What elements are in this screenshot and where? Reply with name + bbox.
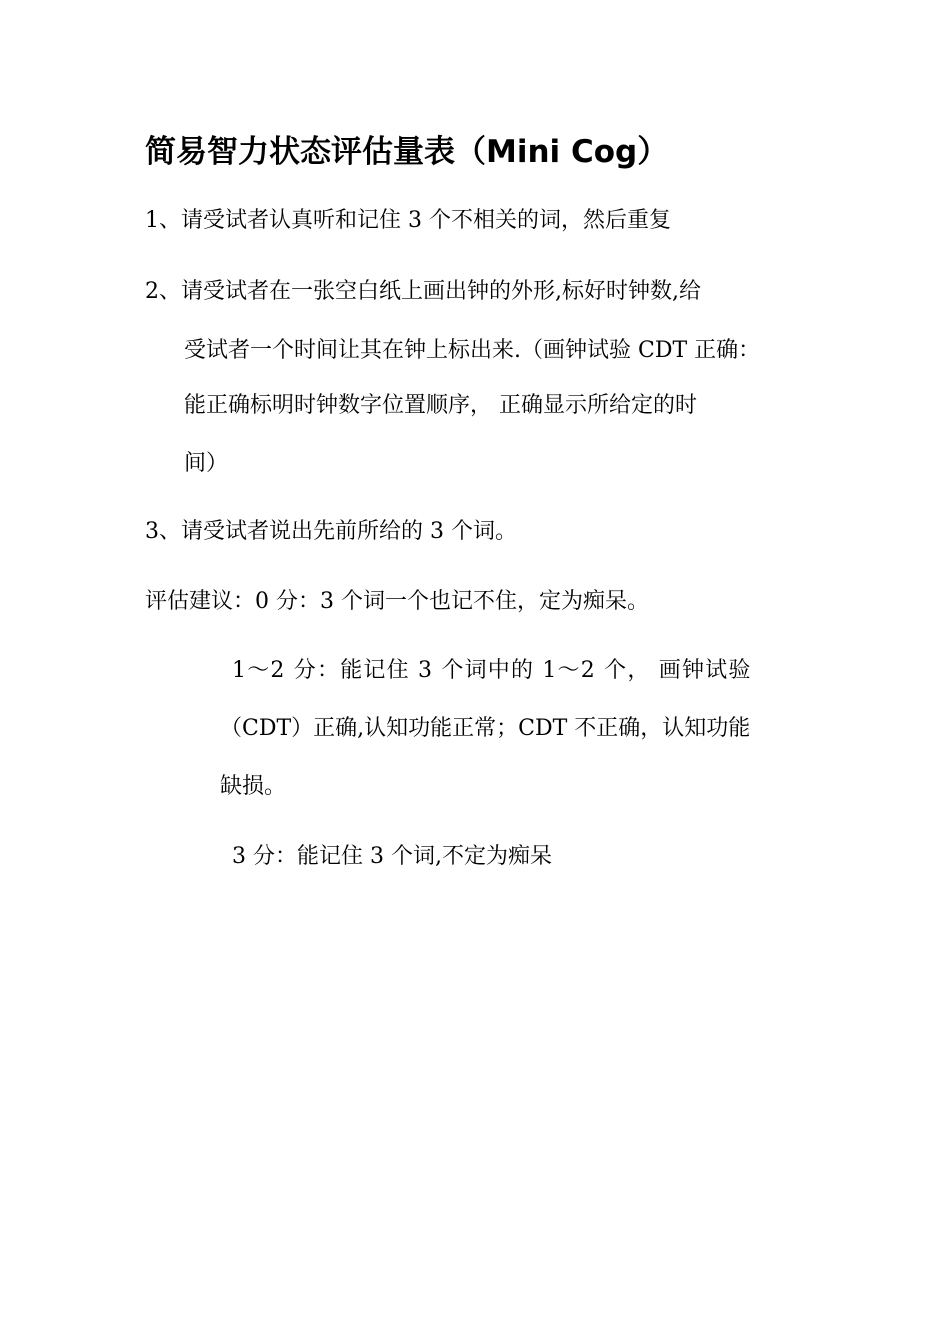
assessment-score-3: 3 分：能记住 3 个词,不定为痴呆 (232, 844, 552, 869)
instruction-item-1: 1、请受试者认真听和记住 3 个不相关的词，然后重复 (145, 208, 671, 233)
document-title: 简易智力状态评估量表（Mini Cog） (145, 134, 669, 170)
assessment-score-1-2-line-1: 1～2 分：能记住 3 个词中的 1～2 个， 画钟试验 (232, 658, 752, 683)
assessment-score-1-2-line-3: 缺损。 (220, 774, 287, 799)
instruction-item-2-line-2: 受试者一个时间让其在钟上标出来.（画钟试验 CDT 正确： (184, 338, 761, 363)
instruction-item-3: 3、请受试者说出先前所给的 3 个词。 (145, 519, 517, 544)
assessment-intro: 评估建议：0 分：3 个词一个也记不住，定为痴呆。 (145, 589, 649, 614)
instruction-item-2-line-4: 间） (184, 451, 229, 476)
instruction-item-2-line-3: 能正确标明时钟数字位置顺序， 正确显示所给定的时 (184, 393, 697, 418)
instruction-item-2-line-1: 2、请受试者在一张空白纸上画出钟的外形,标好时钟数,给 (145, 279, 701, 304)
assessment-score-1-2-line-2: （CDT）正确,认知功能正常；CDT 不正确，认知功能 (220, 716, 751, 741)
